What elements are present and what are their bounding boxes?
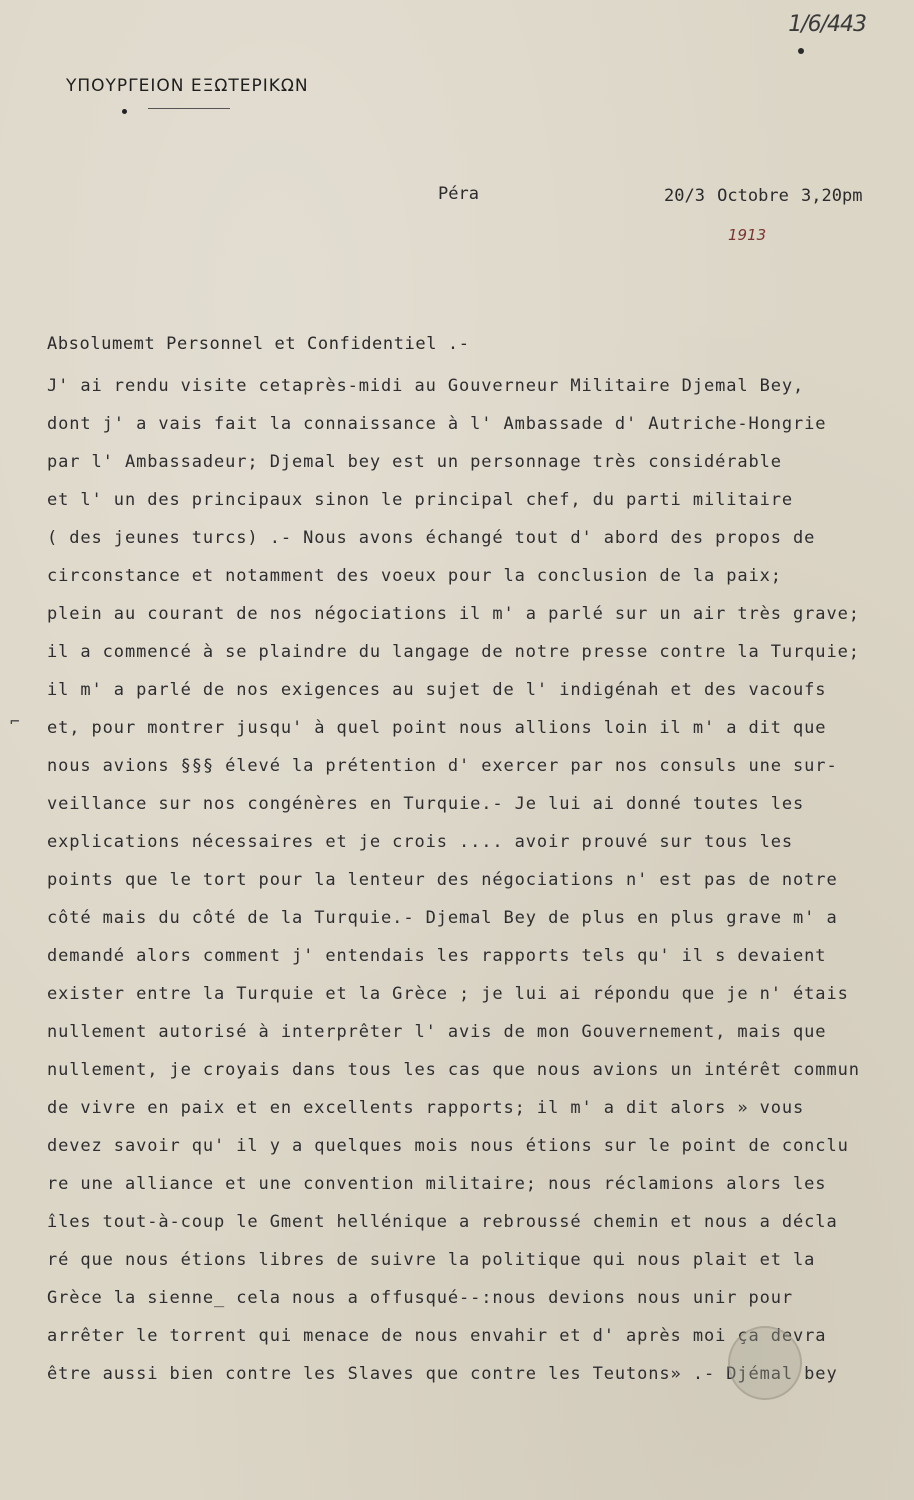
body-line: et, pour montrer jusqu' à quel point nous allions loin il m' a dit que [47, 718, 827, 738]
body-line: ( des jeunes turcs) .- Nous avons échangé tout d' abord des propos de [47, 528, 816, 548]
body-line: il a commencé à se plaindre du langage de notre presse contre la Turquie; [47, 642, 860, 662]
margin-mark: ⌐ [10, 712, 20, 731]
body-line: nous avions §§§ élevé la prétention d' exercer par nos consuls une sur- [47, 756, 838, 776]
body-line: îles tout-à-coup le Gment hellénique a rebroussé chemin et nous a décla [47, 1212, 838, 1232]
dateline-place: Péra [438, 184, 479, 204]
dateline-date: 20/3 Octobre 3,20pm [664, 186, 863, 206]
body-line: Grèce la sienne_ cela nous a offusqué--:nous devions nous unir pour [47, 1288, 794, 1308]
body-line: nullement autorisé à interprêter l' avis de mon Gouvernement, mais que [47, 1022, 827, 1042]
body-line: explications nécessaires et je crois .... avoir prouvé sur tous les [47, 832, 794, 852]
subject-line: Absolumemt Personnel et Confidentiel .- [47, 334, 470, 354]
ministry-letterhead: ΥΠΟΥΡΓΕΙΟΝ ΕΞΩΤΕΡΙΚΩΝ [66, 76, 309, 96]
body-line: et l' un des principaux sinon le principal chef, du parti militaire [47, 490, 794, 510]
body-line: arrêter le torrent qui menace de nous envahir et d' après moi ça devra [47, 1326, 827, 1346]
ink-dot [798, 48, 804, 54]
body-line: de vivre en paix et en excellents rapports; il m' a dit alors » vous [47, 1098, 805, 1118]
body-line: re une alliance et une convention militaire; nous réclamions alors les [47, 1174, 827, 1194]
body-line: côté mais du côté de la Turquie.- Djemal Bey de plus en plus grave m' a [47, 908, 838, 928]
body-line: circonstance et notamment des voeux pour la conclusion de la paix; [47, 566, 782, 586]
body-line: être aussi bien contre les Slaves que contre les Teutons» .- Djémal bey [47, 1364, 838, 1384]
archive-reference: 1/6/443 [788, 12, 866, 37]
body-line: veillance sur nos congénères en Turquie.- Je lui ai donné toutes les [47, 794, 805, 814]
archive-stamp [728, 1326, 802, 1400]
body-line: il m' a parlé de nos exigences au sujet de l' indigénah et des vacoufs [47, 680, 827, 700]
body-line: J' ai rendu visite cetaprès-midi au Gouverneur Militaire Djemal Bey, [47, 376, 805, 396]
body-line: devez savoir qu' il y a quelques mois nous étions sur le point de conclu [47, 1136, 849, 1156]
body-line: demandé alors comment j' entendais les rapports tels qu' il s devaient [47, 946, 827, 966]
body-line: points que le tort pour la lenteur des négociations n' est pas de notre [47, 870, 838, 890]
body-line: plein au courant de nos négociations il m' a parlé sur un air très grave; [47, 604, 860, 624]
body-line: ré que nous étions libres de suivre la politique qui nous plait et la [47, 1250, 816, 1270]
body-line: par l' Ambassadeur; Djemal bey est un personnage très considérable [47, 452, 782, 472]
letterhead-rule [148, 108, 230, 109]
letterhead-dot [122, 109, 127, 114]
handwritten-year-note: 1913 [728, 226, 767, 244]
body-line: exister entre la Turquie et la Grèce ; je lui ai répondu que je n' étais [47, 984, 849, 1004]
letter-body [47, 367, 907, 1393]
body-line: dont j' a vais fait la connaissance à l' Ambassade d' Autriche-Hongrie [47, 414, 827, 434]
body-line: nullement, je croyais dans tous les cas que nous avions un intérêt commun [47, 1060, 860, 1080]
